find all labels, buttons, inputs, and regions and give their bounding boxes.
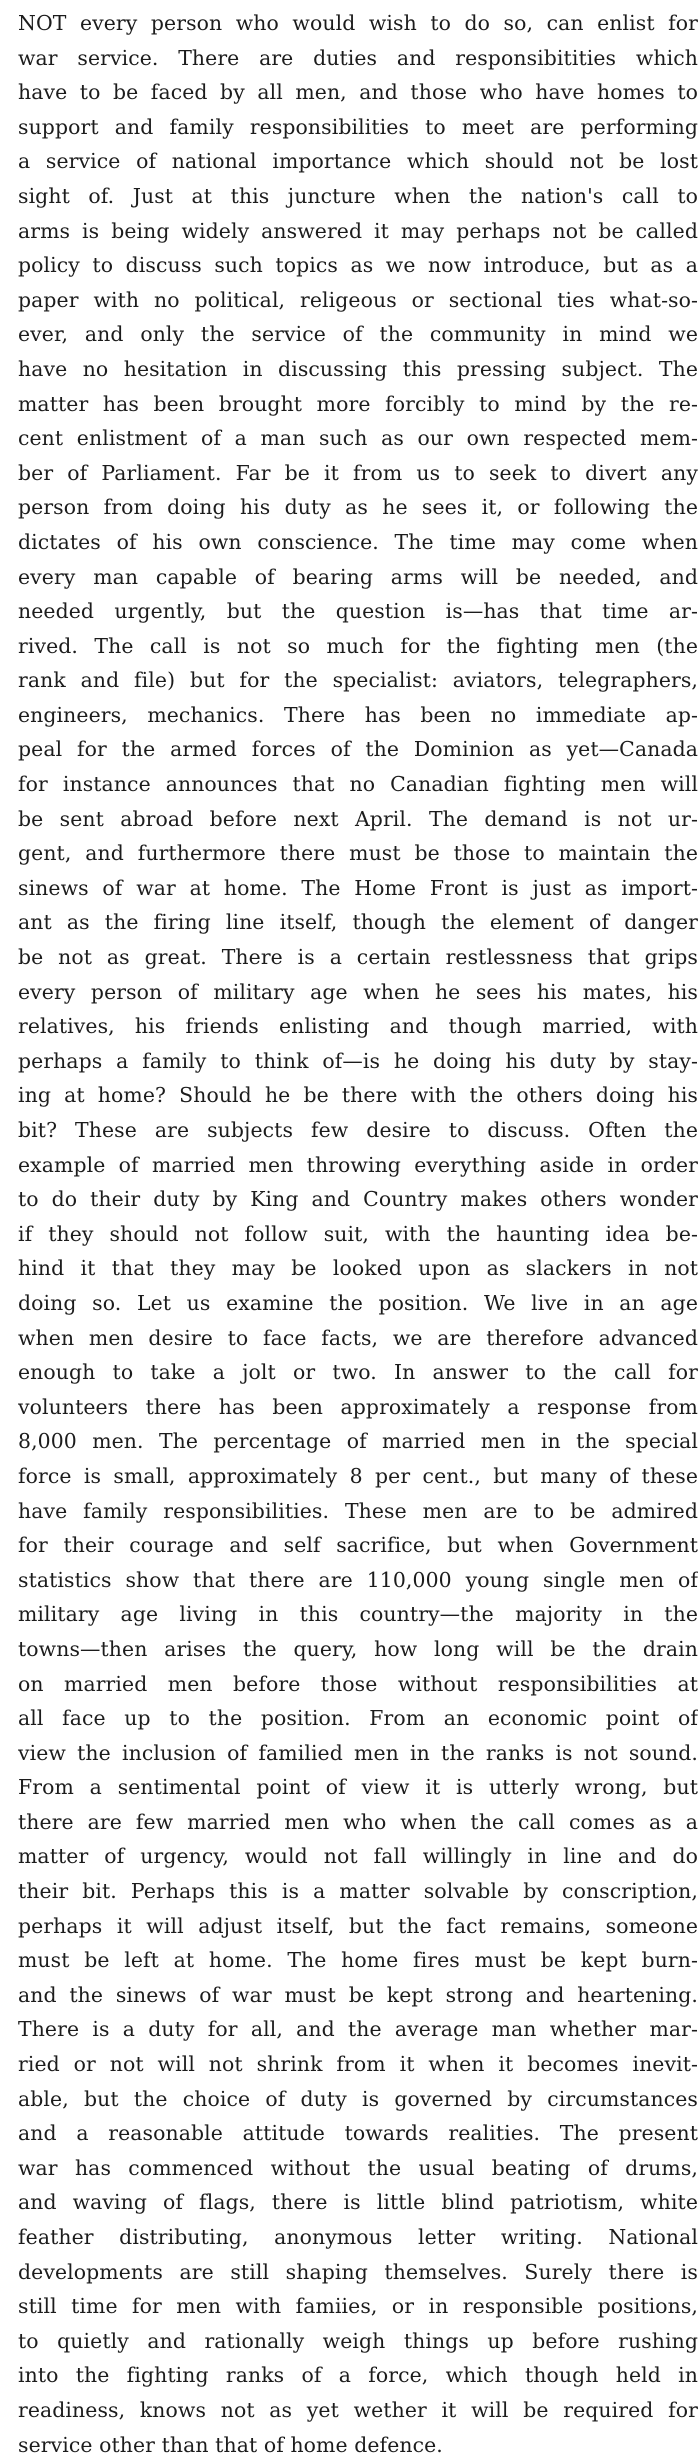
text-line: perhaps a family to think of—is he doing his duty by stay- (18, 1048, 698, 1073)
text-line: ing at home? Should he be there with the others doing his (18, 1083, 698, 1108)
text-line: volunteers there has been approximately a response from (18, 1394, 698, 1419)
text-line: policy to discuss such topics as we now introduce, but as a (18, 253, 698, 278)
text-line: have no hesitation in discussing this pressing subject. The (18, 356, 698, 381)
text-line: be not as great. There is a certain restlessness that grips (18, 945, 698, 970)
text-line: their bit. Perhaps this is a matter solvable by conscription, (18, 1879, 698, 1904)
text-line: rived. The call is not so much for the fighting men (the (18, 633, 698, 658)
text-line: feather distributing, anonymous letter writing. National (18, 2225, 698, 2249)
text-line: developments are still shaping themselves. Surely there is (18, 2259, 698, 2284)
text-line: bit? These are subjects few desire to discuss. Often the (18, 1118, 698, 1142)
text-line: readiness, knows not as yet wether it will be required for (18, 2397, 698, 2422)
text-line: perhaps it will adjust itself, but the fact remains, someone (18, 1913, 698, 1938)
text-line: into the fighting ranks of a force, which though held in (18, 2363, 698, 2388)
text-line: to quietly and rationally weigh things up before rushing (18, 2328, 698, 2353)
text-line: be sent abroad before next April. The demand is not ur- (18, 806, 698, 831)
text-line: gent, and furthermore there must be those to maintain the (18, 841, 698, 866)
text-line: for their courage and self sacrifice, but when Government (18, 1533, 698, 1558)
text-line: matter of urgency, would not fall willingly in line and do (18, 1844, 698, 1869)
text-line: cent enlistment of a man such as our own respected mem- (18, 426, 698, 451)
text-line: towns—then arises the query, how long will be the drain (18, 1636, 698, 1661)
text-line: all face up to the position. From an economic point of (18, 1706, 698, 1731)
text-line: a service of national importance which should not be lost (18, 149, 698, 174)
text-line: NOT every person who would wish to do so, can enlist for (18, 11, 698, 35)
text-line: needed urgently, but the question is—has that time ar- (18, 599, 698, 624)
text-line: every man capable of bearing arms will be needed, and (18, 564, 698, 589)
text-line: paper with no political, religeous or sectional ties what-so- (18, 287, 698, 312)
text-line: have family responsibilities. These men are to be admired (18, 1498, 698, 1523)
text-line: From a sentimental point of view it is utterly wrong, but (18, 1775, 698, 1800)
text-line: and waving of flags, there is little blind patriotism, white (18, 2190, 698, 2215)
text-line: statistics show that there are 110,000 young single men of (18, 1567, 698, 1592)
text-line: ried or not will not shrink from it when it becomes inevit- (18, 2052, 698, 2077)
text-line: view the inclusion of familied men in the ranks is not sound. (18, 1740, 698, 1765)
text-line: hind it that they may be looked upon as slackers in not (18, 1256, 698, 1281)
text-line: must be left at home. The home fires must be kept burn- (18, 1948, 698, 1973)
text-line: support and family responsibilities to meet are performing (18, 114, 698, 139)
text-line: war service. There are duties and responsibitities which (18, 45, 698, 70)
editorial-column (18, 6, 698, 2462)
text-line: and the sinews of war must be kept strong and heartening. (18, 1982, 698, 2007)
text-line: have to be faced by all men, and those who have homes to (18, 80, 698, 105)
text-line: person from doing his duty as he sees it, or following the (18, 495, 698, 520)
text-line: still time for men with famiies, or in responsible positions, (18, 2294, 698, 2319)
text-line: arms is being widely answered it may perhaps not be called (18, 218, 698, 243)
text-line: dictates of his own conscience. The time may come when (18, 529, 698, 554)
text-line: ber of Parliament. Far be it from us to seek to divert any (18, 460, 698, 485)
text-line: enough to take a jolt or two. In answer to the call for (18, 1360, 698, 1385)
text-line: rank and file) but for the specialist: aviators, telegraphers, (18, 668, 698, 693)
text-line: there are few married men who when the call comes as a (18, 1809, 698, 1834)
text-line: sinews of war at home. The Home Front is just as import- (18, 875, 698, 900)
text-line: relatives, his friends enlisting and though married, with (18, 1014, 698, 1039)
text-line: force is small, approximately 8 per cent., but many of these (18, 1463, 698, 1488)
text-line: peal for the armed forces of the Dominion as yet—Canada (18, 737, 698, 762)
text-line: if they should not follow suit, with the haunting idea be- (18, 1221, 698, 1246)
text-line: There is a duty for all, and the average man whether mar- (18, 2017, 698, 2042)
text-line: able, but the choice of duty is governed by circumstances (18, 2086, 698, 2111)
text-line: every person of military age when he sees his mates, his (18, 979, 698, 1004)
text-line: on married men before those without responsibilities at (18, 1671, 698, 1696)
text-line: engineers, mechanics. There has been no immediate ap- (18, 702, 698, 727)
text-line: sight of. Just at this juncture when the nation's call to (18, 183, 698, 208)
text-line: matter has been brought more forcibly to mind by the re- (18, 391, 698, 416)
text-line: ever, and only the service of the community in mind we (18, 322, 698, 347)
text-line: for instance announces that no Canadian fighting men will (18, 772, 698, 797)
text-line: when men desire to face facts, we are therefore advanced (18, 1325, 698, 1350)
text-line: and a reasonable attitude towards realities. The present (18, 2121, 698, 2146)
text-line: to do their duty by King and Country makes others wonder (18, 1187, 698, 1212)
text-line: military age living in this country—the majority in the (18, 1602, 698, 1627)
text-line: war has commenced without the usual beating of drums, (18, 2155, 698, 2180)
text-line: 8,000 men. The percentage of married men in the special (18, 1429, 698, 1454)
text-line: ant as the firing line itself, though the element of danger (18, 910, 698, 935)
text-line: example of married men throwing everything aside in order (18, 1152, 698, 1177)
text-line: doing so. Let us examine the position. We live in an age (18, 1290, 698, 1315)
text-line: service other than that of home defence. (18, 2432, 443, 2457)
